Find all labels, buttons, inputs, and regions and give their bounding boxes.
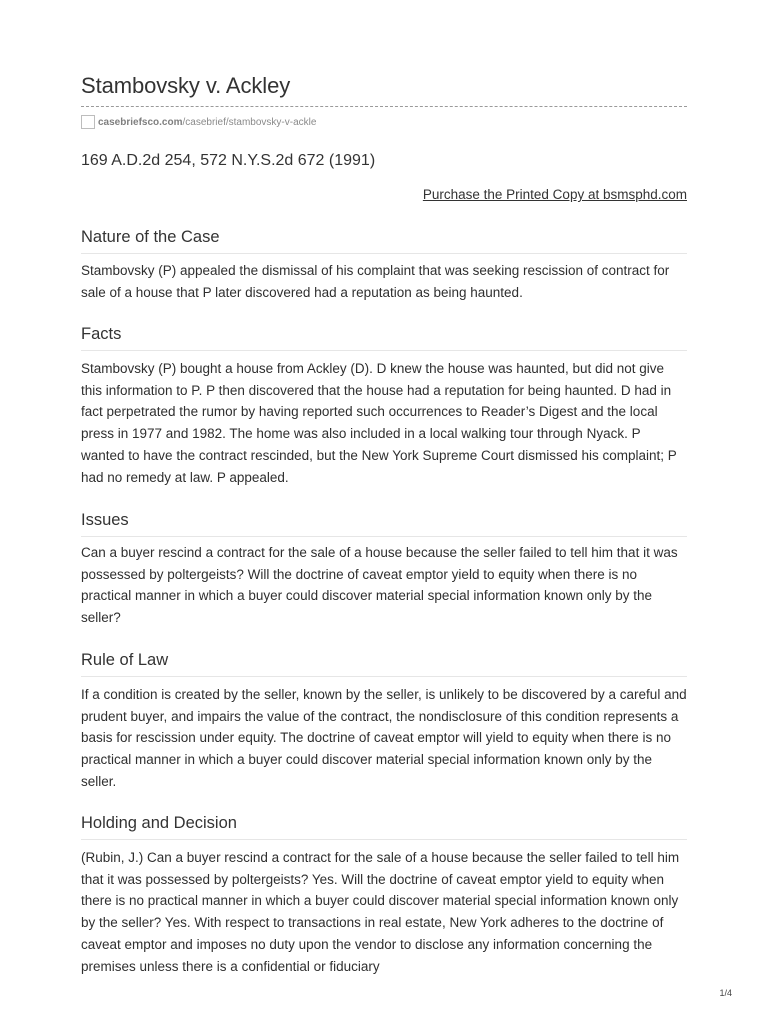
section-divider [81,536,687,537]
section-body-nature: Stambovsky (P) appealed the dismissal of his complaint that was seeking rescission of contract for sale of a house that P later discovered had a reputation as being haunted. [81,263,670,300]
source-url[interactable] [81,114,316,130]
section-body-issues: Can a buyer rescind a contract for the sale of a house because the seller failed to tell him that it was possessed by poltergeists? Will the doctrine of caveat emptor yield to equity when there is no practical manner in which a buyer could discover material special information known only by the seller? [81,545,678,626]
title-divider [81,106,687,107]
page-title: Stambovsky v. Ackley [81,73,291,98]
purchase-link[interactable]: Purchase the Printed Copy at bsmsphd.com [422,187,687,202]
page-number: 1/4 [719,988,732,998]
section-divider [81,253,687,254]
source-domain: casebriefsco.com [98,116,183,128]
source-link[interactable] [98,117,316,128]
case-citation: 169 A.D.2d 254, 572 N.Y.S.2d 672 (1991) [81,152,376,169]
section-heading-nature: Nature of the Case [81,228,220,246]
section-heading-rule: Rule of Law [81,651,169,669]
favicon-icon [81,115,95,129]
section-divider [81,676,687,677]
section-divider [81,350,687,351]
section-body-facts: Stambovsky (P) bought a house from Ackley (D). D knew the house was haunted, but did not give this information to P. P then discovered that the house had a reputation for being haunted. D had in fact perpetrated the rumor by having reported such occurrences to Reader’s Digest and the local press in 1977 and 1982. The home was also included in a local walking tour through Nyack. P wanted to have the contract rescinded, but the New York Supreme Court dismissed his complaint; P had no remedy at law. P appealed. [81,361,677,485]
source-path: /casebrief/stambovsky-v-ackle [182,116,317,128]
section-heading-holding: Holding and Decision [81,814,237,832]
section-body-holding: (Rubin, J.) Can a buyer rescind a contract for the sale of a house because the seller failed to tell him that it was possessed by poltergeists? Yes. Will the doctrine of caveat emptor yield to equity when there is no practical manner in which a buyer could discover material special information known only by the seller? Yes. With respect to transactions in real estate, New York adheres to the doctrine of caveat emptor and imposes no duty upon the vendor to disclose any information concerning the premises unless there is a confidential or fiduciary [81,850,680,974]
section-body-rule: If a condition is created by the seller, known by the seller, is unlikely to be discovered by a careful and prudent buyer, and impairs the value of the contract, the nondisclosure of this condition represents a basis for rescission under equity. The doctrine of caveat emptor will yield to equity when there is no practical manner in which a buyer could discover material special information known only by the seller. [81,687,687,789]
section-heading-facts: Facts [81,325,122,343]
section-divider [81,839,687,840]
section-heading-issues: Issues [81,511,129,529]
